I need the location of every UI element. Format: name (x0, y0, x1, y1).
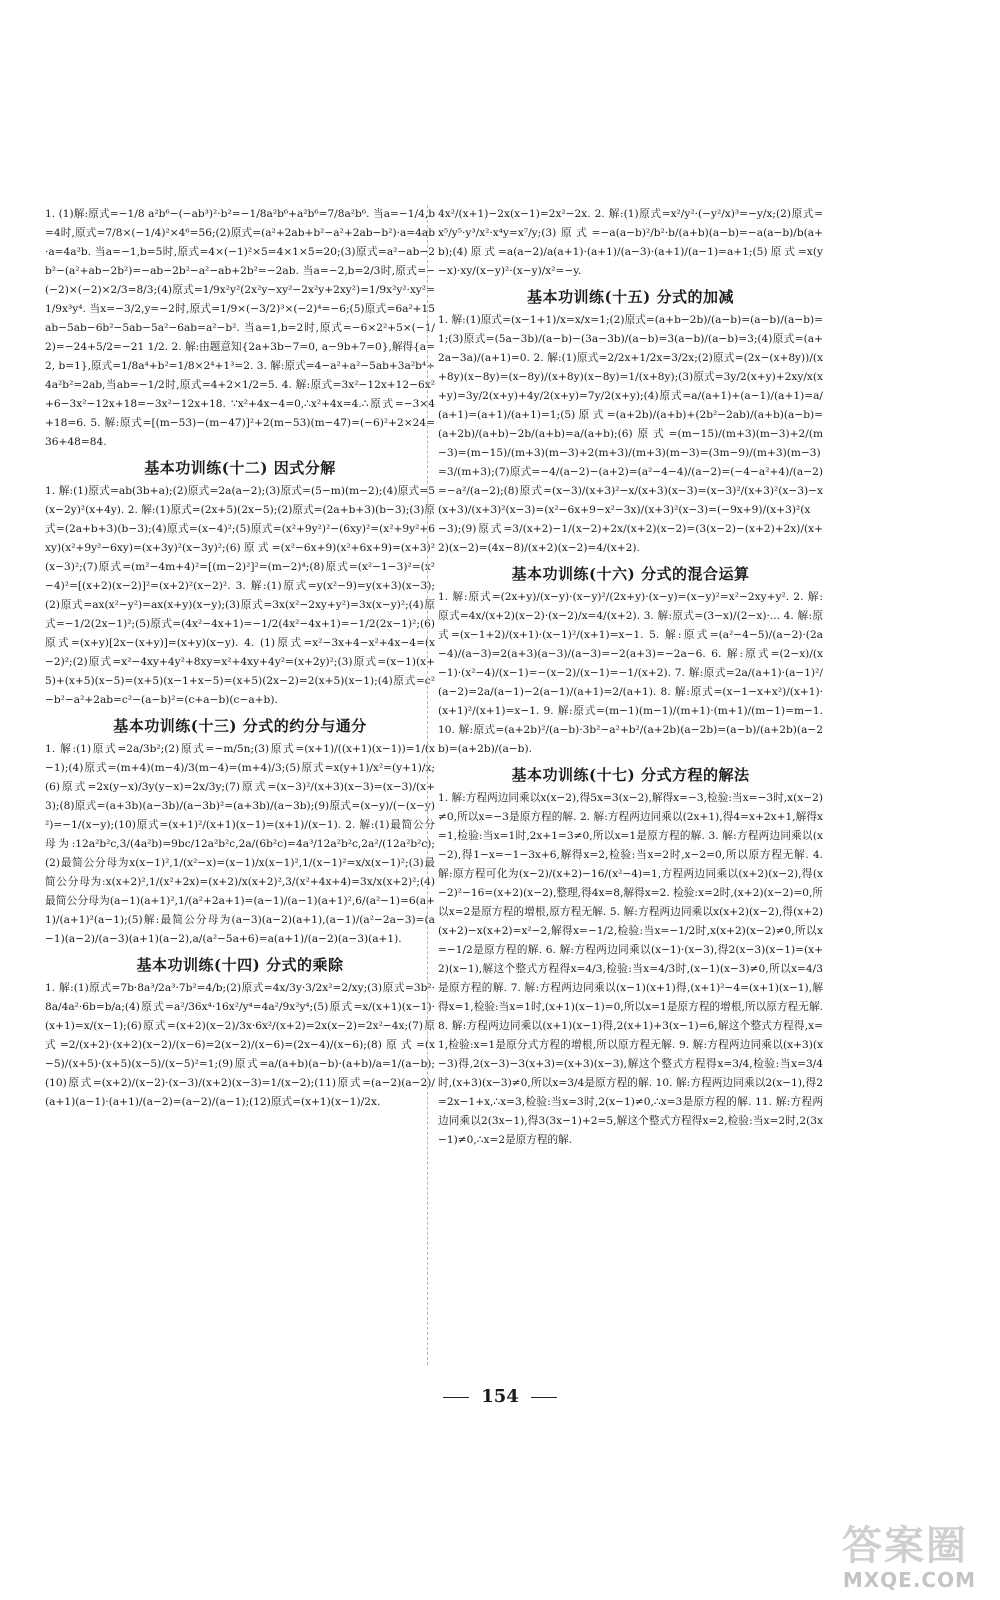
answer-block-14: 1. 解:(1)原式=7b·8a³/2a³·7b²=4/b;(2)原式=4x/3y·3/2x²=2/xy;(3)原式=3b²·8a/4a²·6b=b/a;(4)原式=a²/36x⁴·16x²/y⁴=4a²/9x²y⁴;(5)原式=x/(x+1)(x−1)·(x+1)=x/(x−1);(6)原式=(x+2)(x−2)/3x·6x²/(x+2)=2x(x−2)=2x²−4x;(7)原式=2/(x+2)·(x+2)(x−2)/(x−6)=2(x−2)/(x−6)=(2x−4)/(x−6);(8)原式=(x−5)/(x+5)·(x+5)(x−5)/(x−5)²=1;(9)原式=a/(a+b)(a−b)·(a+b)/a=1/(a−b);(10)原式=(x+2)/(x−2)·(x−3)/(x+2)(x−3)=1/(x−2);(11)原式=(a−2)(a−2)/(a+1)(a−1)·(a+1)/(a−2)=(a−2)/(a−1);(12)原式=(x+1)(x−1)/2x. (45, 982, 435, 1108)
section-title-17: 基本功训练(十七) 分式方程的解法 (511, 766, 750, 784)
page-number-footer (0, 1386, 1000, 1407)
section-title-14: 基本功训练(十四) 分式的乘除 (136, 956, 344, 974)
section-title-15: 基本功训练(十五) 分式的加减 (527, 288, 734, 306)
column-divider (427, 205, 428, 1365)
watermark-logo-text: 答案圈 (842, 1523, 968, 1569)
left-column (45, 205, 435, 1113)
section-title-16: 基本功训练(十六) 分式的混合运算 (511, 565, 750, 583)
page-number: 154 (481, 1386, 519, 1407)
right-column (438, 205, 823, 1151)
answer-block-13: 1. 解:(1)原式=2a/3b²;(2)原式=−m/5n;(3)原式=(x+1)/((x+1)(x−1))=1/(x−1);(4)原式=(m+4)(m−4)/3(m−4)=(m+4)/3;(5)原式=x(y+1)/x²=(y+1)/x;(6)原式=2x(y−x)/3y(y−x)=2x/3y;(7)原式=(x−3)²/(x+3)(x−3)=(x−3)/(x+3);(8)原式=(a+3b)(a−3b)/(a−3b)²=(a+3b)/(a−3b);(9)原式=(x−y)/(−(x−y)²)=−1/(x−y);(10)原式=(x+1)²/(x+1)(x−1)=(x+1)/(x−1). 2. 解:(1)最简公分母为:12a²b²c,3/(4a²b)=9bc/12a²b²c,2a/(6b²c)=4a³/12a²b²c,2a²/(12a²b²c);(2)最简公分母为x(x−1)²,1/(x²−x)=(x−1)/x(x−1)²,1/(x−1)²=x/x(x−1)²;(3)最简公分母为:x(x+2)²,1/(x²+2x)=(x+2)/x(x+2)²,3/(x²+4x+4)=3x/x(x+2)²;(4)最简公分母为(a−1)(a+1)²,1/(a²+2a+1)=(a−1)/(a−1)(a+1)²,6/(a²−1)=6(a+1)/(a+1)²(a−1);(5)解:最简公分母为(a−3)(a−2)(a+1),(a−1)/(a²−2a−3)=(a−1)(a−2)/(a−3)(a+1)(a−2),a/(a²−5a+6)=a(a+1)/(a−2)(a−3)(a+1). (45, 743, 435, 945)
answer-block-11: 1. (1)解:原式=−1/8 a²b⁶−(−ab³)²·b²=−1/8a²b⁶+a²b⁶=7/8a²b⁶. 当a=−1/4,b=4时,原式=7/8×(−1/4)²×4⁶=56;(2)原式=(a²+2ab+b²−a²+2ab−b²)·a=4ab·a=4a²b. 当a=−1,b=5时,原式=4×(−1)²×5=4×1×5=20;(3)原式=a²−ab−2b²−(a²+ab−2b²)=−ab−2b²−a²−ab+2b²=−2ab. 当a=−2,b=2/3时,原式=−(−2)×(−2)×2/3=8/3;(4)原式=1/9x²y²(2x²y−xy²−2x²y+2xy²)=1/9x²y²·xy²=1/9x³y⁴. 当x=−3/2,y=−2时,原式=1/9×(−3/2)³×(−2)⁴=−6;(5)原式=6a²+15ab−5ab−6b²−5ab−5a²−6ab=a²−b². 当a=1,b=2时,原式=−6×2²+5×(−1/2)=−24+5/2=−21 1/2. 2. 解:由题意知{2a+3b−7=0, a−9b+7=0},解得{a=2, b=1},原式=1/8a⁴+b²=1/8×2⁴+1³=2. 3. 解:原式=4−a²+a²−5ab+3a²b⁴÷4a²b²=2ab,当ab=−1/2时,原式=4+2×1/2=5. 4. 解:原式=3x²−12x+12−6x²+6−3x²−12x+18=−3x²−12x+18. ∵x²+4x−4=0,∴x²+4x=4.∴原式=−3×4+18=6. 5. 解:原式=[(m−53)−(m−47)]²+2(m−53)(m−47)=(−6)²+2×24=36+48=84. (45, 208, 435, 448)
answer-block-14-cont: 4x²/(x+1)−2x(x−1)=2x²−2x. 2. 解:(1)原式=x²/y²·(−y²/x)³=−y/x;(2)原式=x⁵/y⁵·y³/x²·x⁴y=x⁷/y;(3)原式=−a(a−b)²/b²·b/(a+b)(a−b)=−a(a−b)/b(a+b);(4)原式=a(a−2)/a(a+1)·(a+1)/(a−3)·(a+1)/(a−1)=a+1;(5)原式=x(y−x)·xy/(x−y)²·(x−y)/x²=−y. (438, 208, 823, 277)
footer-dash-right (531, 1397, 557, 1398)
site-watermark (815, 1514, 990, 1592)
watermark-url: MXQE.COM (842, 1568, 976, 1592)
answer-block-17: 1. 解:方程两边同乘以x(x−2),得5x=3(x−2),解得x=−3,检验:当x=−3时,x(x−2)≠0,所以x=−3是原方程的解. 2. 解:方程两边同乘以(2x+1),得4=x+2x+1,解得x=1,检验:当x=1时,2x+1=3≠0,所以x=1是原方程的解. 3. 解:方程两边同乘以(x−2),得1−x=−1−3x+6,解得x=2,检验:当x=2时,x−2=0,所以原方程无解. 4. 解:原方程可化为(x−2)/(x+2)−16/(x²−4)=1,方程两边同乘以(x+2)(x−2),得(x−2)²−16=(x+2)(x−2),整理,得4x=8,解得x=2. 检验:x=2时,(x+2)(x−2)=0,所以x=2是原方程的增根,原方程无解. 5. 解:方程两边同乘以x(x+2)(x−2),得(x+2)(x+2)−x(x+2)=x²−2,解得x=−1/2,检验:当x=−1/2时,x(x+2)(x−2)≠0,所以x=−1/2是原方程的解. 6. 解:方程两边同乘以(x−1)·(x−3),得2(x−3)(x−1)=(x+2)(x−1),解这个整式方程得x=4/3,检验:当x=4/3时,(x−1)(x−3)≠0,所以x=4/3是原方程的解. 7. 解:方程两边同乘以(x−1)(x+1)得,(x+1)²−4=(x+1)(x−1),解得x=1,检验:当x=1时,(x+1)(x−1)=0,所以x=1是原方程的增根,所以原方程无解. 8. 解:方程两边同乘以(x+1)(x−1)得,2(x+1)+3(x−1)=6,解这个整式方程得,x=1,检验:x=1是原分式方程的增根,所以原方程无解. 9. 解:方程两边同乘以(x+3)(x−3)得,2(x−3)−3(x+3)=(x+3)(x−3),解这个整式方程得x=3/4,检验:当x=3/4时,(x+3)(x−3)≠0,所以x=3/4是原方程的解. 10. 解:方程两边同乘以2(x−1),得2=2x−1+x,∴x=3,检验:当x=3时,2(x−1)≠0,∴x=3是原方程的解. 11. 解:方程两边同乘以2(3x−1),得3(3x−1)+2=5,解这个整式方程得x=2,检验:当x=2时,2(3x−1)≠0,∴x=2是原方程的解. (438, 792, 823, 1146)
section-title-12: 基本功训练(十二) 因式分解 (144, 459, 336, 477)
footer-dash-left (443, 1397, 469, 1398)
answer-block-16: 1. 解:原式=(2x+y)/(x−y)·(x−y)²/(2x+y)·(x−y)=(x−y)²=x²−2xy+y². 2. 解:原式=4x/(x+2)(x−2)·(x−2)/x=4/(x+2). 3. 解:原式=(3−x)/(2−x)·... 4. 解:原式=(x−1+2)/(x+1)·(x−1)²/(x+1)=x−1. 5. 解:原式=(a²−4−5)/(a−2)·(2a−4)/(a−3)=2(a+3)(a−3)/(a−3)=−2(a+3)=−2a−6. 6. 解:原式=(2−x)/(x−1)·(x²−4)/(x−1)=−(x−2)/(x−1)=−1/(x+2). 7. 解:原式=2a/(a+1)·(a−1)²/(a−2)=2a/(a−1)−2(a−1)/(a+1)=2/(a+1). 8. 解:原式=(x−1−x+x²)/(x+1)·(x+1)²/(x+1)=x−1. 9. 解:原式=(m−1)(m−1)/(m+1)·(m+1)/(m−1)=m−1. 10. 解:原式=(a+2b)²/(a−b)·3b²−a²+b²/(a+2b)(a−2b)=(a−b)/(a+2b)(a−2b)=(a+2b)/(a−b). (438, 591, 823, 755)
answer-block-12: 1. 解:(1)原式=ab(3b+a);(2)原式=2a(a−2);(3)原式=(5−m)(m−2);(4)原式=5(x−2y)²(x+4y). 2. 解:(1)原式=(2x+5)(2x−5);(2)原式=(2a+b+3)(b−3);(3)原式=(2a+b+3)(b−3);(4)原式=(x−4)²;(5)原式=(x²+9y²)²−(6xy)²=(x²+9y²+6xy)(x²+9y²−6xy)=(x+3y)²(x−3y)²;(6)原式=(x²−6x+9)(x²+6x+9)=(x+3)²(x−3)²;(7)原式=(m²−4m+4)²=[(m−2)²]²=(m−2)⁴;(8)原式=(x²−1−3)²=(x²−4)²=[(x+2)(x−2)]²=(x+2)²(x−2)². 3. 解:(1)原式=y(x²−9)=y(x+3)(x−3);(2)原式=ax(x²−y²)=ax(x+y)(x−y);(3)原式=3x(x²−2xy+y²)=3x(x−y)²;(4)原式=−1/2(2x−1)²;(5)原式=(4x²−4x+1)=−1/2(4x²−4x+1)=−1/2(2x−1)²;(6)原式=(x+y)[2x−(x+y)]=(x+y)(x−y). 4. (1)原式=x²−3x+4−x²+4x−4=(x−2)²;(2)原式=x²−4xy+4y²+8xy=x²+4xy+4y²=(x+2y)²;(3)原式=(x−1)(x+5)+(x+5)(x−5)=(x+5)(x−1+x−5)=(x+5)(2x−2)=2(x+5)(x−1);(4)原式=c²−b²−a²+2ab=c²−(a−b)²=(c+a−b)(c−a+b). (45, 485, 435, 706)
section-title-13: 基本功训练(十三) 分式的约分与通分 (113, 717, 367, 735)
answer-block-15: 1. 解:(1)原式=(x−1+1)/x=x/x=1;(2)原式=(a+b−2b)/(a−b)=(a−b)/(a−b)=1;(3)原式=(5a−3b)/(a−b)−(3a−3b)/(a−b)=3(a−b)/(a−b)=3;(4)原式=(a+2a−3a)/(a+1)=0. 2. 解:(1)原式=2/2x+1/2x=3/2x;(2)原式=(2x−(x+8y))/(x+8y)(x−8y)=(x−8y)/(x+8y)(x−8y)=1/(x+8y);(3)原式=3y/2(x+y)+2xy/x(x+y)=3y/2(x+y)+4y/2(x+y)=7y/2(x+y);(4)原式=a/(a+1)+(a−1)/(a+1)=a/(a+1)=(a+1)/(a+1)=1;(5)原式=(a+2b)/(a+b)+(2b²−2ab)/(a+b)(a−b)=(a+2b)/(a+b)−2b/(a+b)=a/(a+b);(6)原式=(m−15)/(m+3)(m−3)+2/(m−3)=(m−15)/(m+3)(m−3)+2(m+3)/(m+3)(m−3)=(3m−9)/(m+3)(m−3)=3/(m+3);(7)原式=−4/(a−2)−(a+2)=(a²−4−4)/(a−2)=(−4−a²+4)/(a−2)=−a²/(a−2);(8)原式=(x−3)/(x+3)²−x/(x+3)(x−3)=(x−3)²/(x+3)²(x−3)−x(x+3)/(x+3)²(x−3)=(x²−6x+9−x²−3x)/(x+3)²(x−3)=(−9x+9)/(x+3)²(x−3);(9)原式=3/(x+2)−1/(x−2)+2x/(x+2)(x−2)=(3(x−2)−(x+2)+2x)/(x+2)(x−2)=(4x−8)/(x+2)(x−2)=4/(x+2). (438, 314, 823, 554)
